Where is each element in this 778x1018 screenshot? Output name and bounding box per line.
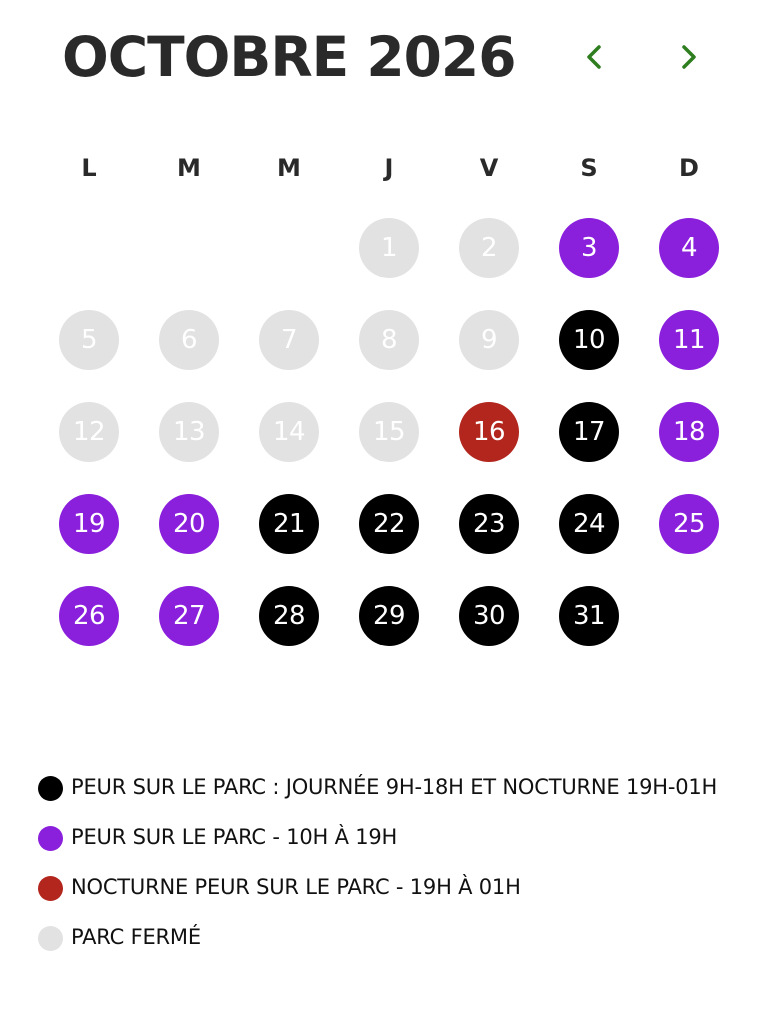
- legend-item-nocturne: [38, 872, 728, 902]
- legend-item-journee-nocturne: [38, 772, 728, 802]
- legend-label: PARC FERMÉ: [71, 925, 201, 949]
- day-5: 5: [59, 310, 119, 370]
- day-20[interactable]: 20: [159, 494, 219, 554]
- day-24[interactable]: 24: [559, 494, 619, 554]
- weekday-label: M: [277, 154, 301, 182]
- day-15: 15: [359, 402, 419, 462]
- day-17[interactable]: 17: [559, 402, 619, 462]
- day-2: 2: [459, 218, 519, 278]
- day-16[interactable]: 16: [459, 402, 519, 462]
- day-3[interactable]: 3: [559, 218, 619, 278]
- purple-dot-icon: [38, 826, 63, 851]
- day-8: 8: [359, 310, 419, 370]
- red-dot-icon: [38, 876, 63, 901]
- day-22[interactable]: 22: [359, 494, 419, 554]
- weekday-label: S: [580, 154, 598, 182]
- weekday-label: M: [177, 154, 201, 182]
- day-9: 9: [459, 310, 519, 370]
- weekday-label: J: [384, 154, 394, 182]
- day-12: 12: [59, 402, 119, 462]
- grey-dot-icon: [38, 926, 63, 951]
- weekday-label: V: [479, 154, 499, 182]
- day-7: 7: [259, 310, 319, 370]
- day-26[interactable]: 26: [59, 586, 119, 646]
- day-30[interactable]: 30: [459, 586, 519, 646]
- day-18[interactable]: 18: [659, 402, 719, 462]
- day-29[interactable]: 29: [359, 586, 419, 646]
- weekday-label: D: [679, 154, 699, 182]
- day-1: 1: [359, 218, 419, 278]
- legend-label: PEUR SUR LE PARC - 10H À 19H: [71, 825, 398, 849]
- day-19[interactable]: 19: [59, 494, 119, 554]
- black-dot-icon: [38, 776, 63, 801]
- legend-item-ferme: [38, 922, 728, 952]
- day-6: 6: [159, 310, 219, 370]
- legend-label: PEUR SUR LE PARC : JOURNÉE 9H-18H ET NOCTURNE 19H-01H: [71, 775, 718, 799]
- day-10[interactable]: 10: [559, 310, 619, 370]
- month-title: OCTOBRE 2026: [62, 25, 516, 89]
- legend: [38, 772, 728, 972]
- day-28[interactable]: 28: [259, 586, 319, 646]
- day-4[interactable]: 4: [659, 218, 719, 278]
- day-31[interactable]: 31: [559, 586, 619, 646]
- legend-item-journee: [38, 822, 728, 852]
- day-21[interactable]: 21: [259, 494, 319, 554]
- day-25[interactable]: 25: [659, 494, 719, 554]
- legend-label: NOCTURNE PEUR SUR LE PARC - 19H À 01H: [71, 875, 521, 899]
- weekday-label: L: [81, 154, 97, 182]
- day-23[interactable]: 23: [459, 494, 519, 554]
- day-13: 13: [159, 402, 219, 462]
- day-27[interactable]: 27: [159, 586, 219, 646]
- day-11[interactable]: 11: [659, 310, 719, 370]
- day-14: 14: [259, 402, 319, 462]
